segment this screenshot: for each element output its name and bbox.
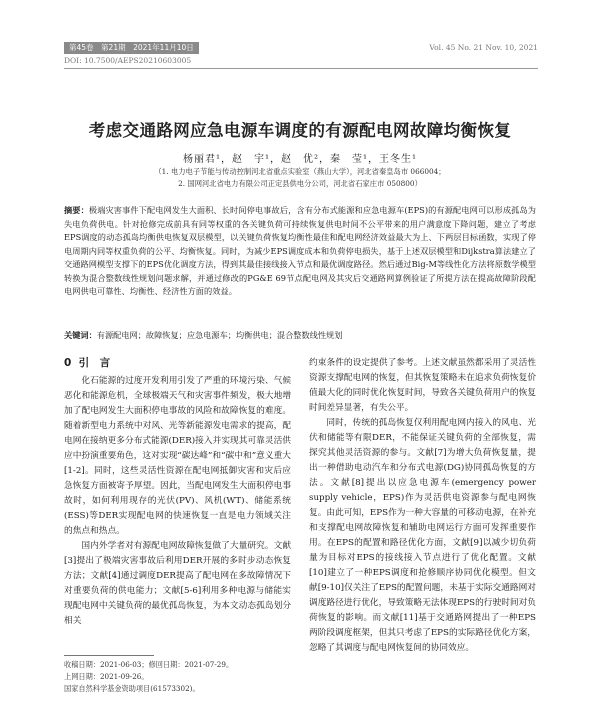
author-list: 杨丽君¹，赵 宇¹，赵 优²，秦 莹¹，王冬生¹: [182, 154, 418, 165]
section-title: 引 言: [78, 357, 111, 369]
affiliation-1: （1. 电力电子节能与传动控制河北省重点实验室（燕山大学），河北省秦皇岛市 066004；: [154, 167, 446, 176]
keywords-label: 关键词：: [64, 330, 97, 340]
header-rule: [64, 68, 538, 69]
footnote-received: 收稿日期：2021-06-03；修回日期：2021-07-29。: [64, 660, 234, 669]
footnote-online: 上网日期：2021-09-26。: [64, 672, 149, 681]
footnote-funding: 国家自然科学基金资助项目(61573302)。: [64, 684, 200, 693]
footnote-rule: [64, 655, 154, 656]
section-number: 0: [64, 357, 72, 369]
paragraph: 同时，传统的孤岛恢复仅利用配电网内接入的风电、光伏和储能等有限DER，不能保证关键负荷的全部恢复，需探究其他灵活资源的参与。文献[7]为增大负荷恢复量，提出一种借助电动汽车和分布式电源(DG)协同孤岛恢复的方法。文献[8]提出以应急电源车(emergency power supply vehicle，EPS)作为灵活供电资源参与配电网恢复。由此可知，EPS作为一种大容量的可移动电源，在补充和支撑配电网故障恢复和辅助电网运行方面可发挥重要作用。在EPS的配置和路径优化方面，文献[9]以减少切负荷量为目标对EPS的接线接入节点进行了优化配置。文献[10]建立了一种EPS调度和抢修顺序协同优化模型。但文献[9-10]仅关注了EPS的配置问题，未基于实际交通路网对调度路径进行优化，导致策略无法体现EPS的行驶时间对负荷恢复的影响。而文献[11]基于交通路网提出了一种EPS两阶段调度框架，但其只考虑了EPS的实际路径优化方案，忽略了其调度与配电网恢复间的协同效应。: [309, 418, 536, 653]
abstract-text: 极端灾害事件下配电网发生大面积、长时间停电事故后，含有分布式能源和应急电源车(EPS)的有源配电网可以形成孤岛为失电负荷供电。针对抢修完成前具有同等权重的各关键负荷可持续恢复供电时间不公平带来的用户满意度下降问题，建立了考虑EPS调度的动态孤岛均衡供电恢复双层模型，以关键负荷恢复均衡性最佳和配电网经济效益最大为上、下两层目标函数，实现了停电周期内同等权重负荷的公平、均衡恢复。同时，为减少EPS调度成本和负荷停电损失，基于上述双层模型和Dijkstra算法建立了交通路网模型支撑下的EPS优化调度方法，得到其最佳接线接入节点和最优调度路径。然后通过Big-M等线性化方法将原数学模型转换为混合整数线性规划问题求解，并通过修改的PG&E 69节点配电网及其灾后交通路网算例验证了所提方法在提高故障阶段配电网供电可靠性、均衡性、经济性方面的效益。: [64, 205, 536, 296]
paragraph: 国内外学者对有源配电网故障恢复做了大量研究。文献[3]提出了极端灾害事故后利用DER开展的多时步动态恢复方法；文献[4]通过调度DER提高了配电网在多故障情况下对重要负荷的供电能力；文献[5-6]利用多种电源与储能实现配电网中关键负荷的最优孤岛恢复，为本文动态孤岛划分相关: [64, 541, 291, 626]
abstract: [64, 204, 536, 299]
paragraph: 约束条件的设定提供了参考。上述文献虽然都采用了灵活性资源支撑配电网的恢复，但其恢复策略未在追求负荷恢复价值最大化的同时优化恢复时间，导致各关键负荷用户的恢复时间差异显著，有失公平。: [309, 358, 536, 413]
keywords: [64, 329, 536, 342]
keywords-text: 有源配电网；故障恢复；应急电源车；均衡供电；混合整数线性规划: [96, 330, 343, 340]
paper-title: 考虑交通路网应急电源车调度的有源配电网故障均衡恢复: [88, 121, 512, 140]
paragraph: 化石能源的过度开发利用引发了严重的环境污染、气候恶化和能源危机，全球极端天气和灾害事件频发，极大地增加了配电网发生大面积停电事故的风险和故障恢复的难度。随着新型电力系统中对风、光等新能源发电需求的提高，配电网在接纳更多分布式能源(DER)接入并实现其可靠灵活供应中扮演重要角色，这对实现“碳达峰”和“碳中和”意义重大[1-2]。同时，这些灵活性资源在配电网抵御灾害和灾后应急恢复方面被寄予厚望。因此，当配电网发生大面积停电事故时，如何利用现存的光伏(PV)、风机(WT)、储能系统(ESS)等DER实现配电网的快速恢复一直是电力领域关注的焦点和热点。: [64, 376, 291, 536]
section-heading: [64, 355, 110, 370]
journal-issue-tag: 第45卷 第21期 2021年11月10日: [64, 42, 199, 54]
right-column: [309, 356, 536, 656]
affiliation-2: 2. 国网河北省电力有限公司正定县供电分公司，河北省石家庄市 050800）: [178, 179, 422, 188]
journal-issue-english: Vol. 45 No. 21 Nov. 10, 2021: [429, 43, 538, 52]
doi: DOI: 10.7500/AEPS20210603005: [64, 56, 192, 65]
left-column: [64, 374, 291, 629]
abstract-label: 摘要：: [64, 205, 89, 215]
